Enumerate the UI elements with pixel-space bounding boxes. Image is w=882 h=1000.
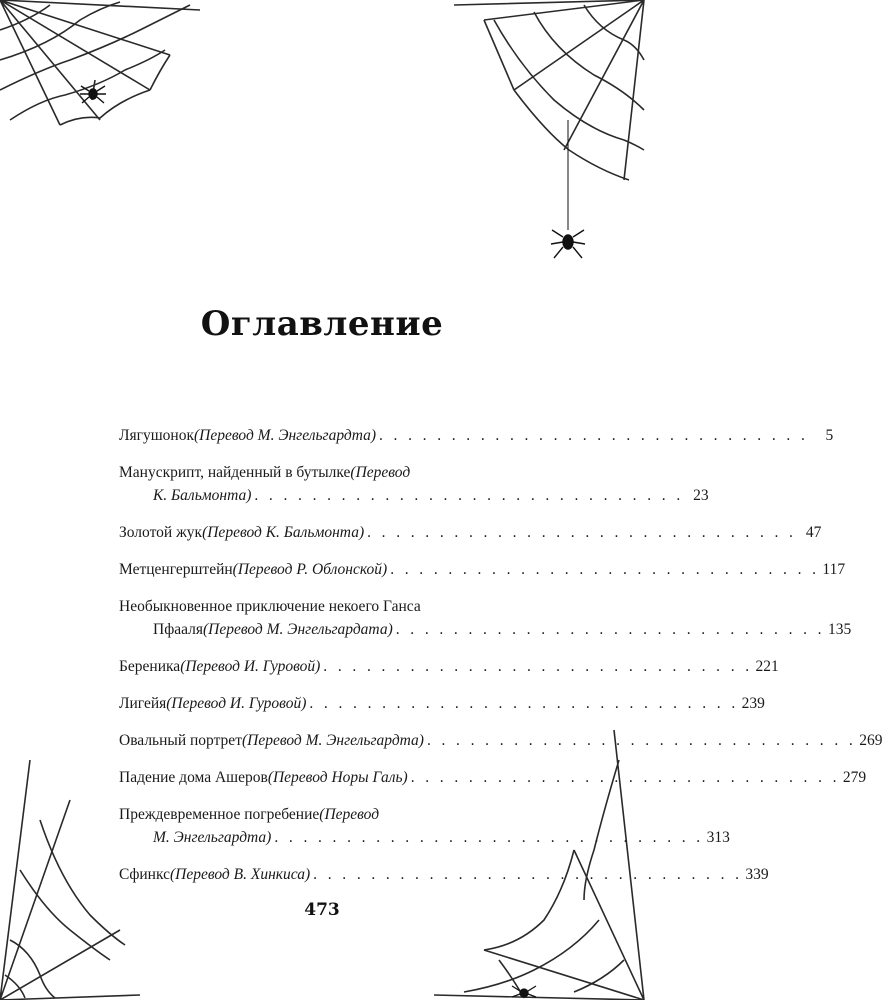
toc-story-title: Сфинкс [119,866,170,883]
toc-story-title: Манускрипт, найденный в бутылке [119,464,351,481]
page-title: Оглавление [200,304,444,344]
toc-translator: (Перевод М. Энгельгардта) [241,732,424,749]
toc-translator: (Перевод [319,806,380,823]
toc-story-title: Лягушонок [119,427,195,444]
toc-leader: . . . . . . . . . . . . . . . . . . . . . . . . . . . . . . [309,695,739,712]
toc-story-title: Падение дома Ашеров [119,769,268,786]
toc-page-number: 117 [822,561,846,578]
toc-entry[interactable] [119,655,779,678]
toc-story-title: Пфааля [153,621,203,638]
toc-page-number: 339 [745,866,769,883]
toc-translator: М. Энгельгардта) [153,829,272,846]
toc-entry[interactable] [119,521,822,544]
toc-page-number: 5 [825,427,834,444]
page-number: 473 [304,900,340,920]
spider-icon [78,82,108,106]
toc-leader: . . . . . . . . . . . . . . . . . . . . . . . . . . . . . . [274,829,704,846]
toc-page-number: 135 [827,621,852,638]
toc-entry[interactable] [119,729,882,752]
toc-page-number: 239 [741,695,765,712]
toc-translator: (Перевод [350,464,411,481]
toc-story-title: Лигейя [119,695,167,712]
toc-story-title: Золотой жук [119,524,203,541]
toc-story-title: Береника [119,658,181,675]
toc-story-title: Метценгерштейн [119,561,233,578]
toc-translator: (Перевод И. Гуровой) [166,695,307,712]
toc-entry[interactable] [119,766,867,789]
cobweb-top-right-icon [424,0,644,190]
toc-translator: (Перевод В. Хинкиса) [170,866,311,883]
toc-story-title: Необыкновенное приключение некоего Ганса [119,598,421,615]
cobweb-top-left-icon [0,0,210,140]
toc-leader: . . . . . . . . . . . . . . . . . . . . . . . . . . . . . . [323,658,753,675]
toc-entry[interactable] [119,424,834,447]
toc-page-number: 313 [706,829,730,846]
toc-leader: . . . . . . . . . . . . . . . . . . . . . . . . . . . . . . [367,524,797,541]
toc-translator: К. Бальмонта) [153,487,252,504]
toc-leader: . . . . . . . . . . . . . . . . . . . . . . . . . . . . . . [254,487,684,504]
toc-leader: . . . . . . . . . . . . . . . . . . . . . . . . . . . . . . [395,621,825,638]
toc-entry[interactable] [119,558,846,581]
toc-page-number: 269 [859,732,882,749]
toc-translator: (Перевод И. Гуровой) [180,658,321,675]
spider-icon [510,984,538,1000]
toc-leader: . . . . . . . . . . . . . . . . . . . . . . . . . . . . . . [379,427,809,444]
toc-entry[interactable] [119,461,709,507]
spider-icon [548,120,588,270]
toc-story-title: Преждевременное погребение [119,806,320,823]
toc-story-title: Овальный портрет [119,732,242,749]
toc-leader: . . . . . . . . . . . . . . . . . . . . . . . . . . . . . . [313,866,743,883]
toc-page-number: 221 [755,658,779,675]
toc-translator: (Перевод М. Энгельгардата) [203,621,393,638]
toc-entry[interactable] [119,595,852,641]
toc-entry[interactable] [119,692,765,715]
toc-translator: (Перевод Р. Облонской) [232,561,388,578]
toc-entry[interactable] [119,803,730,849]
toc-leader: . . . . . . . . . . . . . . . . . . . . . . . . . . . . . . [426,732,857,749]
toc-entry[interactable] [119,863,769,886]
toc-leader: . . . . . . . . . . . . . . . . . . . . . . . . . . . . . . [410,769,840,786]
toc-translator: (Перевод Норы Галь) [267,769,408,786]
toc-page-number: 23 [693,487,709,504]
table-of-contents [119,424,882,900]
toc-translator: (Перевод К. Бальмонта) [202,524,365,541]
toc-page-number: 279 [842,769,867,786]
toc-page-number: 47 [805,524,822,541]
toc-leader: . . . . . . . . . . . . . . . . . . . . . . . . . . . . . . [390,561,820,578]
toc-translator: (Перевод М. Энгельгардта) [194,427,376,444]
